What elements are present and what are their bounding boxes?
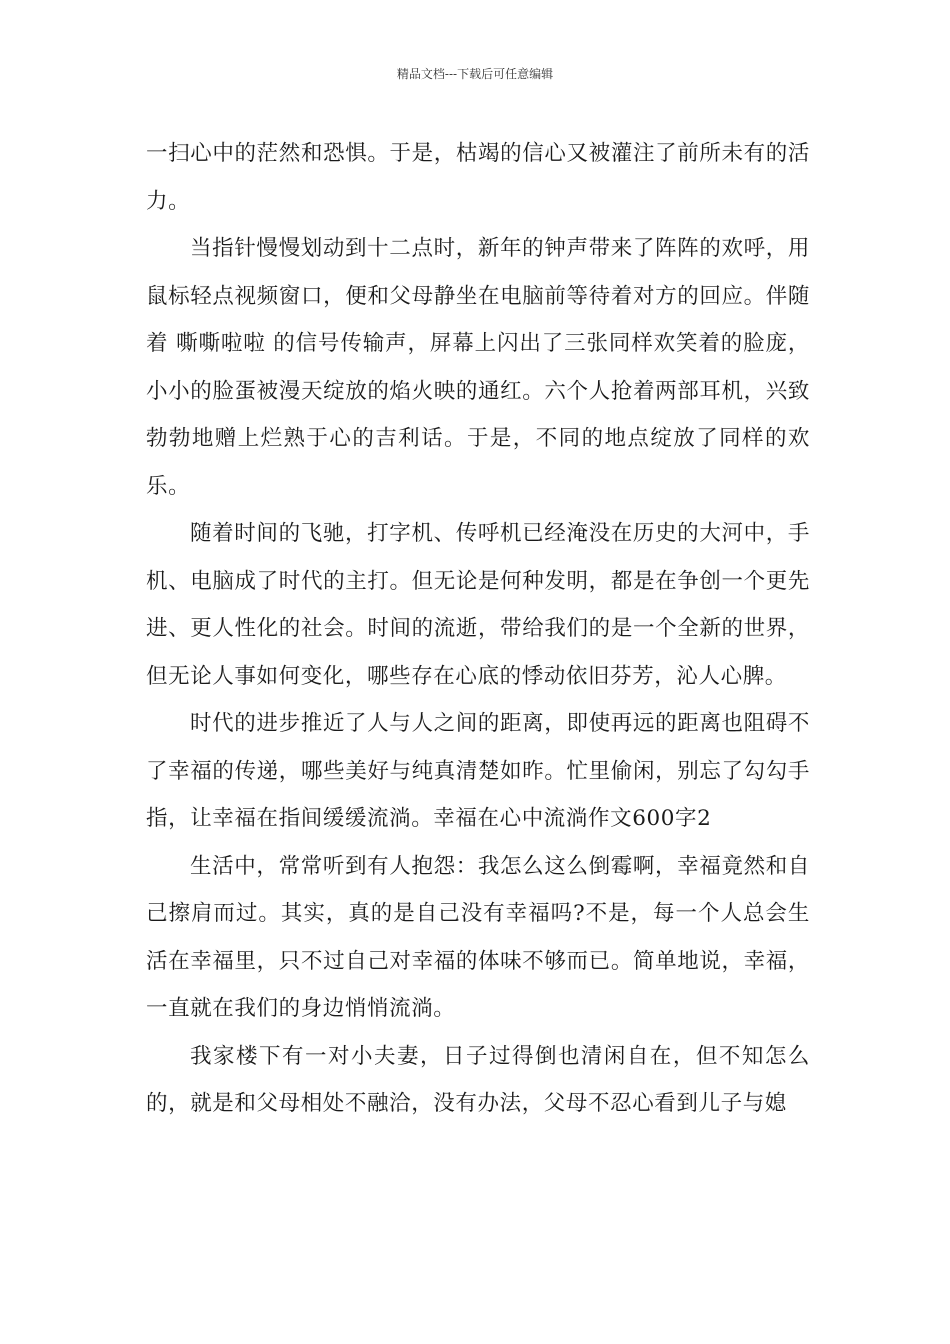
- paragraph: 一扫心中的茫然和恐惧。于是，枯竭的信心又被灌注了前所未有的活力。: [146, 141, 810, 214]
- paragraph: 随着时间的飞驰，打字机、传呼机已经淹没在历史的大河中，手机、电脑成了时代的主打。但无论是何种发明，都是在争创一个更先进、更人性化的社会。时间的流逝，带给我们的是一个全新的世界，但无论人事如何变化，哪些存在心底的悸动依旧芬芳，沁人心脾。: [146, 521, 810, 689]
- paragraph: 当指针慢慢划动到十二点时，新年的钟声带来了阵阵的欢呼，用鼠标轻点视频窗口，便和父母静坐在电脑前等待着对方的回应。伴随着 嘶嘶啦啦 的信号传输声，屏幕上闪出了三张同样欢笑着的脸庞，小小的脸蛋被漫天绽放的焰火映的通红。六个人抢着两部耳机，兴致勃勃地赠上烂熟于心的吉利话。于是，不同的地点绽放了同样的欢乐。: [146, 236, 810, 499]
- document-body: [146, 130, 810, 1128]
- paragraph: 我家楼下有一对小夫妻，日子过得倒也清闲自在，但不知怎么的，就是和父母相处不融洽，没有办法，父母不忍心看到儿子与媳: [146, 1043, 810, 1116]
- paragraph: 生活中，常常听到有人抱怨：我怎么这么倒霉啊，幸福竟然和自己擦肩而过。其实，真的是自己没有幸福吗?不是，每一个人总会生活在幸福里，只不过自己对幸福的体味不够而已。简单地说，幸福，一直就在我们的身边悄悄流淌。: [146, 853, 810, 1021]
- paragraph: 时代的进步推近了人与人之间的距离，即使再远的距离也阻碍不了幸福的传递，哪些美好与纯真清楚如昨。忙里偷闲，别忘了勾勾手指，让幸福在指间缓缓流淌。幸福在心中流淌作文600字2: [146, 711, 810, 831]
- page-header: 精品文档---下载后可任意编辑: [396, 67, 554, 81]
